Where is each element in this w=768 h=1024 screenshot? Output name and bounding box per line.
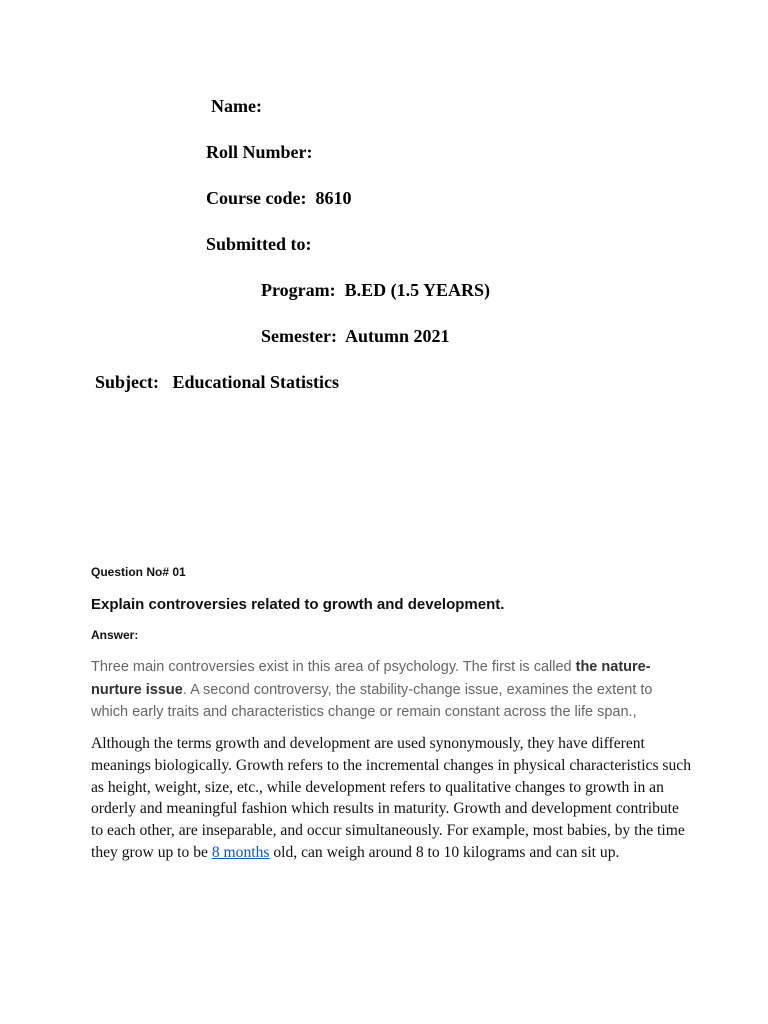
answer-label: Answer: xyxy=(91,628,139,642)
question-title: Explain controversies related to growth and development. xyxy=(91,596,505,613)
answer-paragraph-1 xyxy=(91,656,691,724)
paragraph-1-text-end: . A second controversy, the stability-change issue, examines the extent to which early traits and characteristics change or remain constant across the life span., xyxy=(91,681,653,720)
months-link[interactable]: 8 months xyxy=(211,843,270,861)
paragraph-1-text-start: Three main controversies exist in this area of psychology. The first is called xyxy=(91,659,576,675)
roll-number-label: Roll Number: xyxy=(206,142,313,162)
name-label: Name: xyxy=(211,96,262,116)
semester-line: Semester: Autumn 2021 xyxy=(261,326,450,346)
answer-paragraph-2 xyxy=(91,733,691,864)
question-number: Question No# 01 xyxy=(91,565,186,579)
subject-line: Subject: Educational Statistics xyxy=(95,372,340,392)
program-line: Program: B.ED (1.5 YEARS) xyxy=(261,280,490,300)
paragraph-2-text: Although the terms growth and development are used synonymously, they have different meanings biologically. Growth refers to the incremental changes in physical characteristics such as height, weight, size, etc., while development refers to qualitative changes to growth in an orderly and meaningful fashion which results in maturity. Growth and development contribute to each other, are inseparable, and occur simultaneously. For example, most babies, by the time they grow up to be xyxy=(91,735,692,861)
course-code-line: Course code: 8610 xyxy=(206,188,352,208)
submitted-to-label: Submitted to: xyxy=(206,234,312,254)
nature-nurture-bold: the nature-nurture issue xyxy=(91,659,651,698)
paragraph-2-tail: old, can weigh around 8 to 10 kilograms and can sit up. xyxy=(269,843,620,861)
